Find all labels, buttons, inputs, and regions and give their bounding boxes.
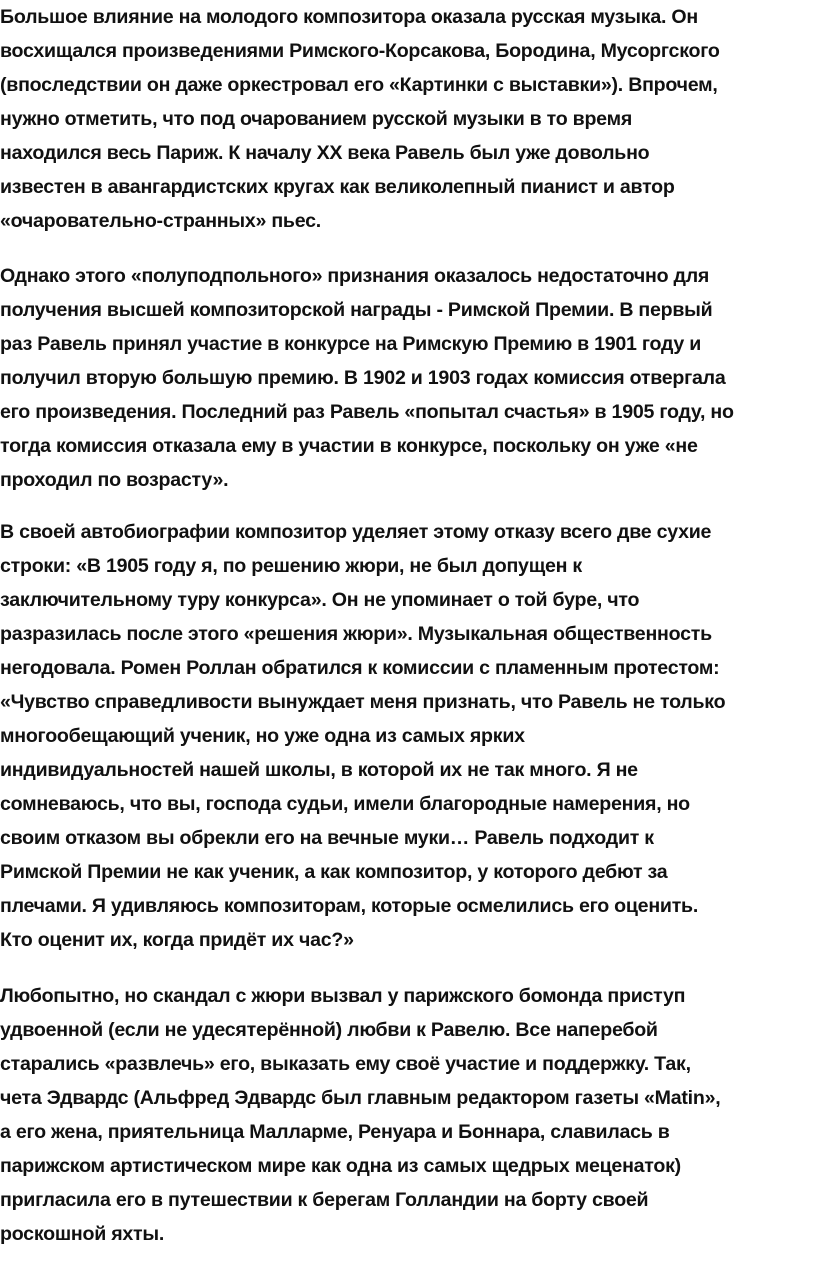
text-line: проходил по возрасту». [0, 469, 229, 491]
paragraph-3 [0, 515, 725, 957]
text-line: своим отказом вы обрекли его на вечные муки… Равель подходит к [0, 827, 654, 849]
text-line: а его жена, приятельница Малларме, Ренуара и Боннара, славилась в [0, 1121, 670, 1143]
text-line: сомневаюсь, что вы, господа судьи, имели благородные намерения, но [0, 793, 690, 815]
text-line: восхищался произведениями Римского-Корсакова, Бородина, Мусоргского [0, 40, 720, 62]
text-line: «Чувство справедливости вынуждает меня признать, что Равель не только [0, 691, 726, 713]
text-line: индивидуальностей нашей школы, в которой их не так много. Я не [0, 759, 638, 781]
text-line: строки: «В 1905 году я, по решению жюри, не был допущен к [0, 555, 582, 577]
text-line: находился весь Париж. К началу XX века Равель был уже довольно [0, 142, 650, 164]
text-line: нужно отметить, что под очарованием русской музыки в то время [0, 108, 633, 130]
text-line: Большое влияние на молодого композитора оказала русская музыка. Он [0, 6, 698, 28]
text-line: «очаровательно-странных» пьес. [0, 210, 321, 232]
text-line: парижском артистическом мире как одна из самых щедрых меценаток) [0, 1155, 681, 1177]
text-line: плечами. Я удивляюсь композиторам, которые осмелились его оценить. [0, 895, 699, 917]
text-line: разразилась после этого «решения жюри». Музыкальная общественность [0, 623, 712, 645]
paragraph-1 [0, 0, 720, 238]
text-line: заключительному туру конкурса». Он не упоминает о той буре, что [0, 589, 640, 611]
text-line: чета Эдвардс (Альфред Эдвардс был главным редактором газеты «Matin», [0, 1087, 721, 1109]
text-line: В своей автобиографии композитор уделяет этому отказу всего две сухие [0, 521, 712, 543]
text-line: многообещающий ученик, но уже одна из самых ярких [0, 725, 525, 747]
paragraph-4 [0, 979, 720, 1251]
text-line: раз Равель принял участие в конкурсе на Римскую Премию в 1901 году и [0, 333, 702, 355]
text-line: (впоследствии он даже оркестровал его «Картинки с выставки»). Впрочем, [0, 74, 718, 96]
text-line: его произведения. Последний раз Равель «попытал счастья» в 1905 году, но [0, 401, 734, 423]
text-line: тогда комиссия отказала ему в участии в конкурсе, поскольку он уже «не [0, 435, 698, 457]
text-line: получения высшей композиторской награды - Римской Премии. В первый [0, 299, 713, 321]
text-line: известен в авангардистских кругах как великолепный пианист и автор [0, 176, 675, 198]
text-line: Кто оценит их, когда придёт их час?» [0, 929, 354, 951]
text-line: Однако этого «полуподпольного» признания оказалось недостаточно для [0, 265, 710, 287]
text-line: роскошной яхты. [0, 1223, 165, 1245]
text-line: Любопытно, но скандал с жюри вызвал у парижского бомонда приступ [0, 985, 686, 1007]
text-line: негодовала. Ромен Роллан обратился к комиссии с пламенным протестом: [0, 657, 720, 679]
paragraph-2 [0, 259, 734, 497]
text-line: Римской Премии не как ученик, а как композитор, у которого дебют за [0, 861, 668, 883]
text-line: удвоенной (если не удесятерённой) любви к Равелю. Все наперебой [0, 1019, 658, 1041]
text-line: пригласила его в путешествии к берегам Голландии на борту своей [0, 1189, 649, 1211]
text-line: старались «развлечь» его, выказать ему своё участие и поддержку. Так, [0, 1053, 691, 1075]
text-line: получил вторую большую премию. В 1902 и 1903 годах комиссия отвергала [0, 367, 726, 389]
